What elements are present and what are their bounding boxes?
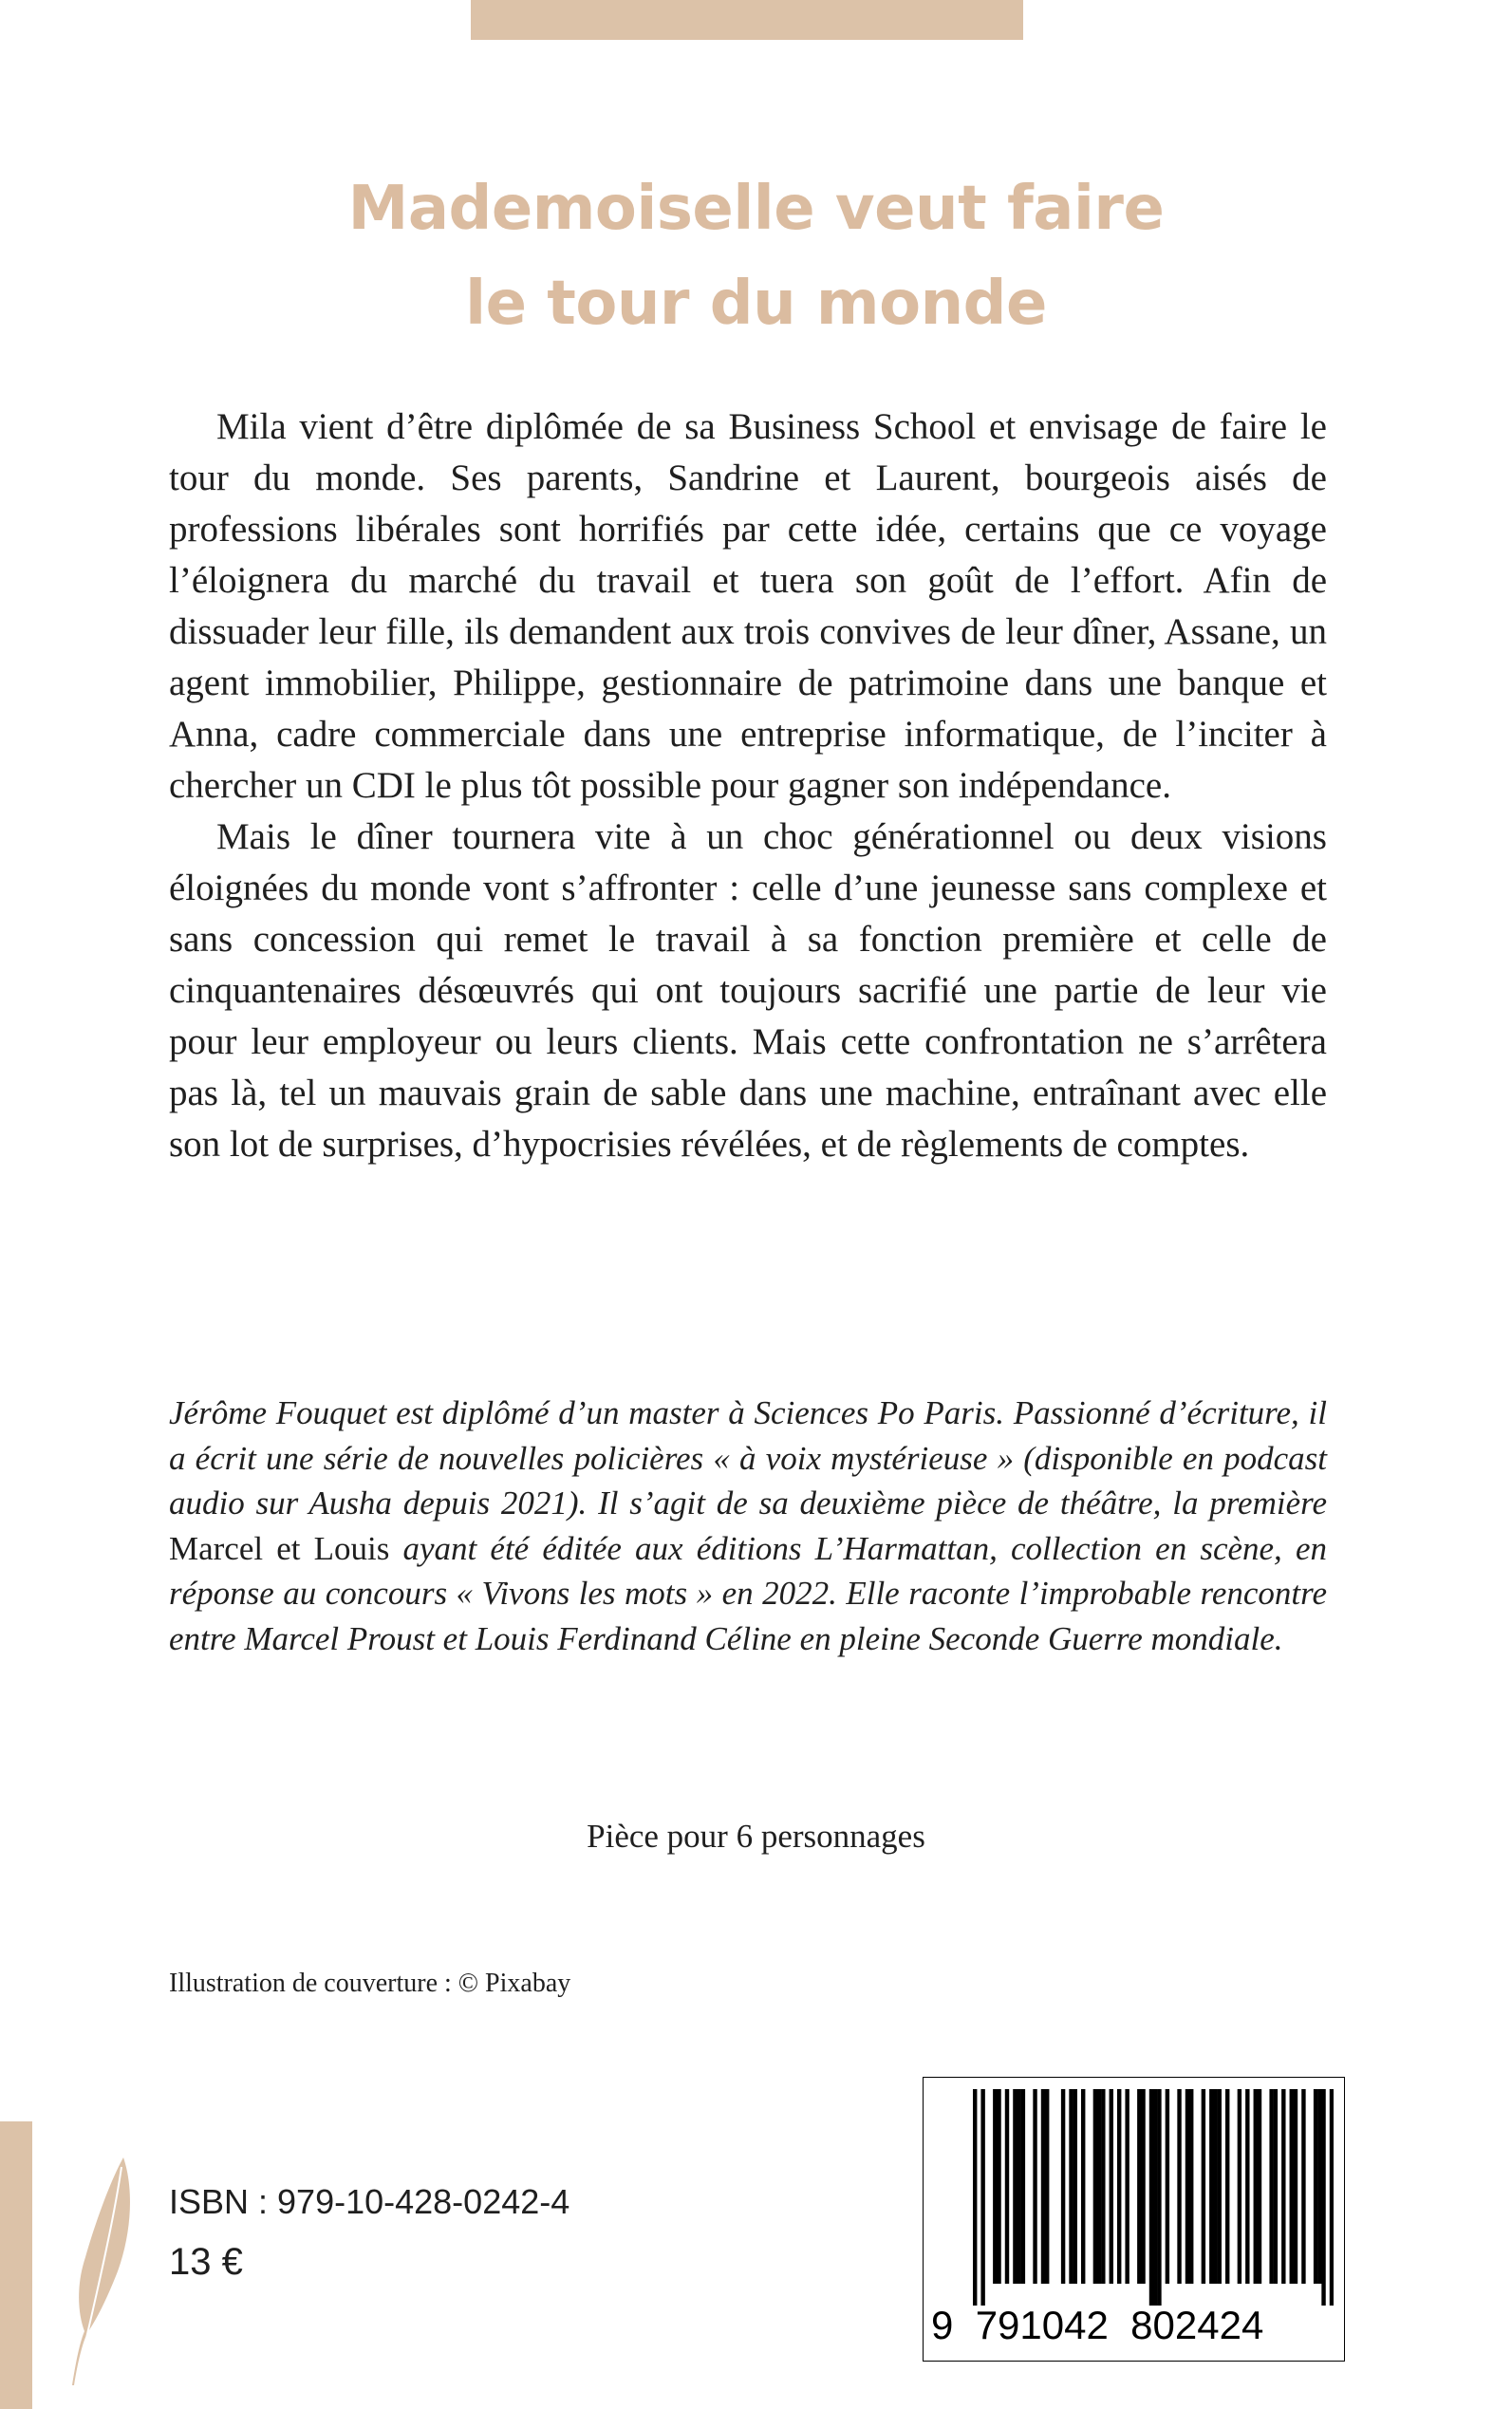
barcode-bar xyxy=(1069,2089,1073,2284)
barcode-bar xyxy=(1330,2089,1334,2306)
feather-icon xyxy=(68,2153,144,2390)
barcode-bar xyxy=(1157,2089,1161,2306)
barcode-bar xyxy=(1281,2089,1285,2284)
barcode-bar xyxy=(997,2089,1000,2284)
barcode-bar xyxy=(1166,2089,1169,2284)
barcode-bar xyxy=(980,2089,984,2306)
book-title-line-1: Mademoiselle veut faire xyxy=(347,174,1165,244)
barcode-bar xyxy=(1125,2089,1129,2284)
barcode-bar xyxy=(1097,2089,1101,2284)
barcode-digits: 9 791042 802424 xyxy=(931,2303,1264,2347)
barcode-bar xyxy=(1045,2089,1049,2284)
barcode-icon xyxy=(973,2089,1334,2306)
barcode-bar xyxy=(1213,2089,1217,2284)
barcode-bar xyxy=(1185,2089,1189,2284)
barcode-bar xyxy=(1110,2089,1113,2284)
author-previous-work-title: Marcel et Louis xyxy=(169,1529,390,1567)
author-bio-part-2: ayant été éditée aux éditions L’Harmattan, collection en scène, en réponse au concours « Vivons les mots » en 2022. Elle raconte l’improbable rencontre entre Marcel Proust et Louis Ferdinand Céline en pleine Seconde Guerre mondiale. xyxy=(169,1529,1327,1657)
barcode-bar xyxy=(1153,2089,1157,2306)
side-color-band xyxy=(0,2121,32,2409)
barcode-bar xyxy=(1269,2089,1273,2284)
barcode-bar xyxy=(1274,2089,1278,2284)
summary-paragraph-1: Mila vient d’être diplômée de sa Business School et envisage de faire le tour du monde. Ses parents, Sandrine et Laurent, bourgeois aisés de professions libérales sont horrifiés par cette idée, certains que ce voyage l’éloignera du marché du travail et tuera son goût de l’effort. Afin de dissuader leur fille, ils demandent aux trois convives de leur dîner, Assane, un agent immobilier, Philippe, gestionnaire de patrimoine dans une banque et Anna, cadre commerciale dans une entreprise informatique, de l’inciter à chercher un CDI le plus tôt possible pour gagner son indépendance. xyxy=(169,406,1327,806)
barcode-bar xyxy=(1238,2089,1241,2284)
author-bio xyxy=(169,1391,1327,1661)
barcode-bar xyxy=(1081,2089,1085,2284)
author-bio-part-1: Jérôme Fouquet est diplômé d’un master à Sciences Po Paris. Passionné d’écriture, il a écrit une série de nouvelles policières « à voix mystérieuse » (disponible en podcast audio sur Ausha depuis 2021). Il s’agit de sa deuxième pièce de théâtre, la première xyxy=(169,1394,1327,1522)
barcode-bar xyxy=(1017,2089,1020,2284)
barcode-bar xyxy=(1225,2089,1229,2284)
summary-paragraph-2: Mais le dîner tournera vite à un choc générationnel ou deux visions éloignées du monde vont s’affronter : celle d’une jeunesse sans complexe et sans concession qui remet le travail à sa fonction première et celle de cinquantenaires désœuvrés qui ont toujours sacrifié une partie de leur vie pour leur employeur ou leurs clients. Mais cette confrontation ne s’arrêtera pas là, tel un mauvais grain de sable dans une machine, entraînant avec elle son lot de surprises, d’hypocrisies révélées, et de règlements de comptes. xyxy=(169,816,1327,1165)
top-color-band xyxy=(471,0,1023,40)
barcode-bar xyxy=(1005,2089,1009,2284)
barcode-bar xyxy=(1209,2089,1213,2284)
barcode-bar xyxy=(993,2089,997,2284)
barcode-bar xyxy=(1137,2089,1141,2284)
barcode-bar xyxy=(1254,2089,1258,2284)
barcode-bar xyxy=(1258,2089,1261,2284)
barcode-bar xyxy=(1218,2089,1222,2284)
cast-count: Pièce pour 6 personnages xyxy=(587,1818,925,1855)
barcode-bar xyxy=(1141,2089,1145,2284)
barcode-bar xyxy=(973,2089,977,2306)
barcode-bar xyxy=(1021,2089,1025,2284)
barcode-bar xyxy=(1093,2089,1097,2284)
barcode-bar xyxy=(1321,2089,1325,2306)
barcode-box xyxy=(923,2077,1345,2362)
book-price: 13 € xyxy=(169,2241,243,2283)
barcode-bar xyxy=(1301,2089,1305,2284)
barcode-bar xyxy=(1177,2089,1181,2284)
barcode-bar xyxy=(1317,2089,1321,2284)
isbn-number: ISBN : 979-10-428-0242-4 xyxy=(169,2182,570,2221)
barcode-bar xyxy=(1033,2089,1036,2284)
barcode-bar xyxy=(1202,2089,1205,2284)
barcode-bar xyxy=(1073,2089,1077,2284)
barcode-bar xyxy=(1290,2089,1294,2284)
barcode-bar xyxy=(1294,2089,1297,2284)
barcode-bar xyxy=(1013,2089,1017,2284)
barcode-bar xyxy=(1061,2089,1065,2284)
cover-illustration-credit: Illustration de couverture : © Pixabay xyxy=(169,1969,571,1998)
barcode-bar xyxy=(1189,2089,1193,2284)
book-title xyxy=(0,161,1512,351)
barcode-bar xyxy=(1245,2089,1249,2284)
book-summary xyxy=(169,402,1327,1170)
barcode-bar xyxy=(1117,2089,1121,2284)
book-title-line-2: le tour du monde xyxy=(465,269,1047,339)
barcode-bar xyxy=(1041,2089,1045,2284)
barcode-bar xyxy=(1314,2089,1317,2284)
barcode-bar xyxy=(1101,2089,1105,2284)
barcode-bar xyxy=(1149,2089,1153,2306)
